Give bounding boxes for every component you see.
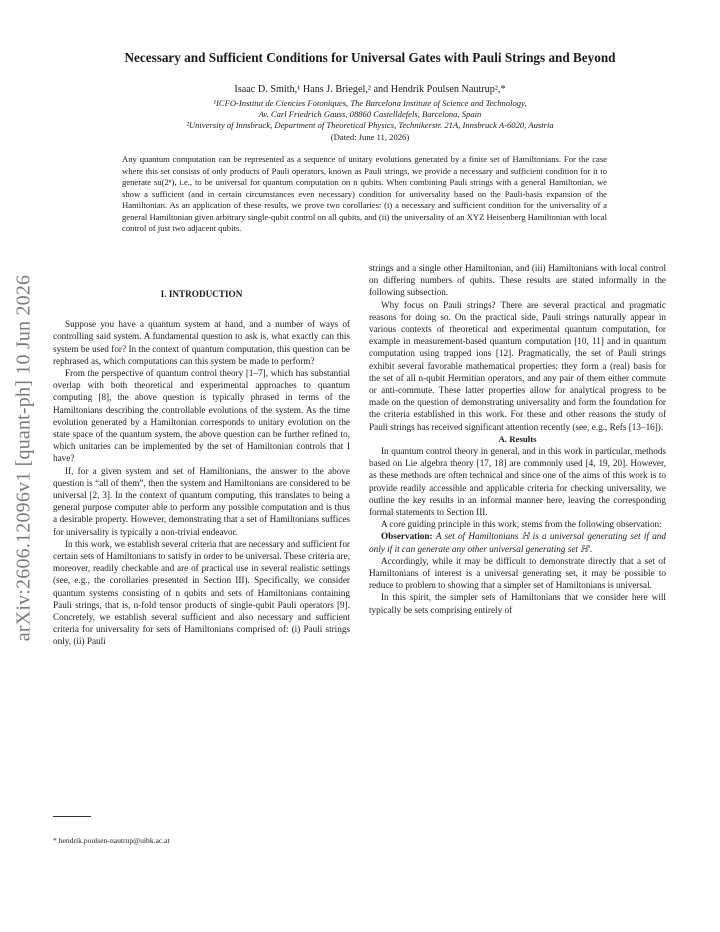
paragraph: In this work, we establish several criteria that are necessary and sufficient for certain sets of Hamiltonians to satisfy in order to be universal. These criteria are, moreover, readily checkable and are of practical use in several realistic settings (see, e.g., the corollaries presented in Section III). Specifically, we consider quantum systems consisting of n qubits and sets of Hamiltonians containing Pauli strings, that is, n-fold tensor products of single-qubit Pauli operators [9]. Concretely, we establish several sufficient and also necessary and sufficient criteria for universality for sets of Hamiltonians comprised of: (i) Pauli strings only, (ii) Pauli <box>53 538 350 647</box>
observation-text: A set of Hamiltonians ℍ is a universal generating set if and only if it can generate any other universal generating set ℍ′. <box>369 531 666 554</box>
paragraph: Accordingly, while it may be difficult to demonstrate directly that a set of Hamiltonians of interest is a universal generating set, it may be possible to reduce to problem to showing that a simpler set of Hamiltonians is universal. <box>369 555 666 591</box>
paper-title: Necessary and Sufficient Conditions for Universal Gates with Pauli Strings and Beyond <box>124 50 616 65</box>
paragraph: If, for a given system and set of Hamiltonians, the answer to the above question is “all of them”, then the system and Hamiltonians are considered to be universal [2, 3]. In the context of quantum computing, this translates to being a general purpose computer able to perform any possible computation and is thus a desirable property. However, demonstrating that a set of Hamiltonians suffices for universality is typically a non-trivial endeavor. <box>53 465 350 537</box>
paragraph: Why focus on Pauli strings? There are several practical and pragmatic reasons for doing so. On the practical side, Pauli strings naturally appear in various contexts of theoretical and experimental quantum computation, for example in measurement-based quantum computation [10, 11] and in quantum computation using trapped ions [12]. Pragmatically, the set of Pauli strings exhibit several favorable mathematical properties: they form a (real) basis for the set of all n-qubit Hermitian operators, and any pair of them either commute or anti-commute. These latter properties allow for analytical progress to be made on the question of demonstrating universality and form the foundation for the criteria established in this work. For these and other reasons the study of Pauli strings has received significant attention recently (see, e.g., Refs [13–16]). <box>369 299 666 432</box>
arxiv-id-text: arXiv:2606.12096v1 [quant-ph] 10 Jun 2026 <box>12 274 35 642</box>
arxiv-identifier <box>4 248 44 668</box>
left-column <box>53 288 350 648</box>
paragraph: Suppose you have a quantum system at hand, and a number of ways of controlling said system. A fundamental question to ask is, what exactly can this system be used for? In the context of quantum computation, this question can be rephrased as, which computations can this system be made to perform? <box>53 319 350 366</box>
paragraph: In quantum control theory in general, and in this work in particular, methods based on Lie algebra theory [17, 18] are commonly used [4, 19, 20]. However, as these methods are often technical and since one of the aims of this work is to provide readily accessible and applicable criteria for checking universality, we outline the key results in an informal manner here, leaving the corresponding formal statements to Section III. <box>369 446 666 518</box>
paragraph: In this spirit, the simpler sets of Hamiltonians that we consider here will typically be sets comprising entirely of <box>369 592 666 615</box>
subsection-heading-results: A. Results <box>498 433 537 444</box>
date-line: (Dated: June 11, 2026) <box>330 131 410 142</box>
observation-label: Observation: <box>381 531 433 542</box>
paragraph: strings and a single other Hamiltonian, and (iii) Hamiltonians with local control on differing numbers of qubits. These results are stated informally in the following subsection. <box>369 263 666 298</box>
affiliations <box>40 98 700 143</box>
affiliation-1-address: Av. Carl Friedrich Gauss, 08860 Castelldefels, Barcelona, Spain <box>258 109 482 120</box>
paragraph: A core guiding principle in this work, stems from the following observation: <box>381 519 662 530</box>
affiliation-1: ¹ICFO-Institut de Ciencies Fotoniques, The Barcelona Institute of Science and Technology, <box>213 98 527 108</box>
footnote: * hendrik.poulsen-nautrup@uibk.ac.at <box>53 836 170 845</box>
right-column <box>369 262 666 616</box>
affiliation-2: ²University of Innsbruck, Department of Theoretical Physics, Technikerstr. 21A, Innsbruck A-6020, Austria <box>186 120 554 131</box>
paragraph: From the perspective of quantum control theory [1–7], which has substantial overlap with both theoretical and experimental approaches to quantum computing [8], the above question is typically phrased in terms of the Hamiltonians describing the controllable evolutions of the system. As the time evolution generated by a Hamiltonian corresponds to unitary evolution on the state space of the quantum system, the above question can be further refined to, which unitaries can be implemented by the set of Hamiltonian controls that I have? <box>53 368 350 464</box>
author-list: Isaac D. Smith,¹ Hans J. Briegel,² and Hendrik Poulsen Nautrup²,* <box>234 84 506 95</box>
observation <box>369 530 666 554</box>
section-heading-introduction: I. INTRODUCTION <box>160 289 243 299</box>
abstract: Any quantum computation can be represented as a sequence of unitary evolutions generated by a finite set of Hamiltonians. For the case where this set consists of only products of Pauli operators, known as Pauli strings, we provide a necessary and sufficient condition for it to generate su(2ⁿ), i.e., to be universal for quantum computation on n qubits. When combining Pauli strings with a general Hamiltonian, we show a sufficient (and in certain circumstances even necessary) condition for universality based on the Pauli-basis expansion of the Hamiltonian. As an application of these results, we prove two corollaries: (i) a necessary and sufficient condition for the universality of a general Hamiltonian given arbitrary single-qubit control on all qubits, and (ii) the universality of an XYZ Heisenberg Hamiltonian with local control of just two adjacent qubits. <box>122 154 607 233</box>
footnote-rule <box>53 816 91 817</box>
